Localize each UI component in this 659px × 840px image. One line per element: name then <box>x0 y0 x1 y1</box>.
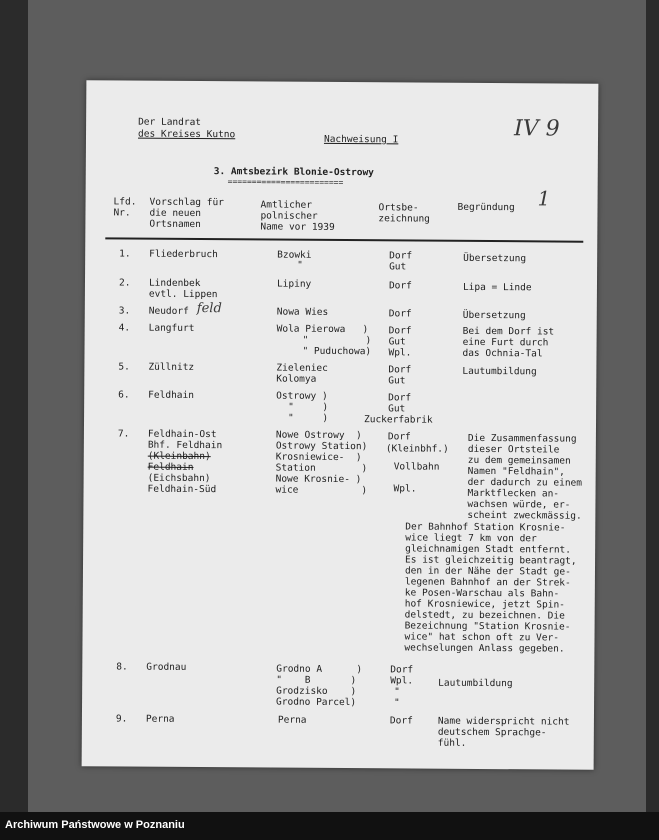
archive-credit: Archiwum Państwowe w Poznaniu <box>5 819 185 831</box>
header-rule <box>105 237 583 242</box>
page-marker-handwritten: IV 9 <box>513 116 560 142</box>
row-3-begr: Übersetzung <box>462 309 526 322</box>
row-7-orts-2: (Kleinbhf.) <box>385 443 449 455</box>
row-4-begr-1: Bei dem Dorf ist <box>462 325 555 338</box>
row-8-orts-1: Dorf <box>390 664 414 676</box>
row-3-orts: Dorf <box>388 308 412 320</box>
row-7-note-12: wechselungen Anlass gegeben. <box>404 642 565 655</box>
authority-line-2: des Kreises Kutno <box>137 128 236 141</box>
row-6-orts-1: Dorf <box>388 392 412 404</box>
row-7-orts-6: Wpl. <box>393 483 417 495</box>
row-2-nr: 2. <box>118 277 131 289</box>
district-rule: ======================== <box>227 177 344 188</box>
document-sheet <box>82 80 599 770</box>
row-9-orts: Dorf <box>389 715 413 727</box>
col-header-vorschlag-2: die neuen <box>149 207 201 220</box>
row-7-note-8: hof Krosniewice, jetzt Spin- <box>404 598 565 611</box>
row-8-vorschlag: Grodnau <box>146 661 187 673</box>
row-7-note-6: legenen Bahnhof an der Strek- <box>404 576 571 589</box>
row-8-nr: 8. <box>116 661 128 673</box>
row-8-amtlich-4: Grodno Parcel) <box>276 696 357 709</box>
row-6-amtlich-2: " ) <box>288 401 329 413</box>
row-7-note-10: Bezeichnung "Station Krosnie- <box>404 620 571 633</box>
row-7-begr-6: Marktflecken an- <box>467 487 560 500</box>
row-3-nr: 3. <box>118 305 131 317</box>
row-7-vorschlag-5: (Eichsbahn) <box>147 472 211 485</box>
row-7-orts-1: Dorf <box>387 431 411 443</box>
row-7-nr: 7. <box>117 428 130 440</box>
row-4-begr-3: das Ochnia-Tal <box>462 347 543 360</box>
row-5-amtlich-2: Kolomya <box>276 373 317 385</box>
row-7-amtlich-3: Krosniewice- ) <box>275 451 362 464</box>
row-1-begr: Übersetzung <box>463 252 527 265</box>
row-7-vorschlag-3: (Kleinbahn) <box>147 450 211 463</box>
row-7-note-7: ke Posen-Warschau als Bahn- <box>404 587 560 600</box>
col-header-nr-1: Lfd. <box>113 196 137 208</box>
row-7-begr-5: der dadurch zu einem <box>467 476 583 489</box>
row-7-begr-8: scheint zweckmässig. <box>467 509 582 522</box>
row-2-orts: Dorf <box>388 280 412 292</box>
archive-footer <box>0 812 659 840</box>
col-header-orts-1: Ortsbe- <box>378 202 419 214</box>
row-7-vorschlag-2: Bhf. Feldhain <box>147 439 223 452</box>
col-header-amtlich-3: Name vor 1939 <box>260 221 335 233</box>
row-4-amtlich-3: " Puduchowa) <box>302 345 372 358</box>
row-4-orts-3: Wpl. <box>388 347 412 359</box>
row-8-amtlich-3: Grodzisko ) <box>276 685 357 698</box>
row-7-note-3: gleichnamigen Stadt entfernt. <box>405 543 572 556</box>
row-7-begr-4: Namen "Feldhain", <box>467 465 565 478</box>
pencil-mark: 1 <box>537 186 551 211</box>
row-9-begr-1: Name widerspricht nicht <box>437 715 570 728</box>
row-5-orts-2: Gut <box>388 375 406 387</box>
row-8-begr: Lautumbildung <box>438 677 513 690</box>
row-4-amtlich-2: " ) <box>302 334 372 347</box>
row-4-begr-2: eine Furt durch <box>462 336 549 349</box>
col-header-begruendung: Begründung <box>457 201 515 214</box>
row-1-amtlich-1: Bzowki <box>277 249 312 261</box>
col-header-vorschlag-1: Vorschlag für <box>149 196 224 209</box>
row-7-amtlich-4: Station ) <box>275 462 368 475</box>
row-3-vorschlag: Neudorf <box>148 305 189 317</box>
col-header-amtlich-2: polnischer <box>260 210 318 222</box>
col-header-orts-2: zeichnung <box>378 213 430 225</box>
row-6-orts-2: Gut <box>388 403 406 415</box>
row-7-orts-4: Vollbahn <box>393 461 440 473</box>
row-7-vorschlag-4: Feldhain <box>147 461 194 473</box>
row-7-vorschlag-6: Feldhain-Süd <box>147 483 217 496</box>
row-9-amtlich: Perna <box>277 714 307 726</box>
row-7-note-2: wice liegt 7 km von der <box>405 532 537 545</box>
col-header-nr-2: Nr. <box>113 207 131 219</box>
row-1-nr: 1. <box>119 248 131 260</box>
row-9-begr-3: fühl. <box>437 737 467 749</box>
col-header-vorschlag-3: Ortsnamen <box>149 218 201 231</box>
row-6-vorschlag: Feldhain <box>148 389 195 401</box>
district-title: 3. Amtsbezirk Blonie-Ostrowy <box>213 166 374 179</box>
row-8-orts-4: " <box>394 697 400 709</box>
row-7-note-9: delstedt, zu bezeichnen. Die <box>404 609 565 622</box>
row-8-orts-2: Wpl. <box>390 675 414 687</box>
row-4-amtlich-1: Wola Pierowa ) <box>276 323 369 336</box>
row-8-amtlich-2: " B ) <box>276 674 357 687</box>
row-7-begr-7: wachsen würde, er- <box>467 498 571 511</box>
row-8-amtlich-1: Grodno A ) <box>276 663 363 676</box>
row-9-vorschlag: Perna <box>145 713 175 725</box>
row-2-vorschlag-2: evtl. Lippen <box>148 288 218 301</box>
row-1-amtlich-2: " <box>297 259 303 271</box>
row-4-orts-2: Gut <box>388 336 406 348</box>
row-4-orts-1: Dorf <box>388 325 412 337</box>
row-7-vorschlag-1: Feldhain-Ost <box>147 428 217 441</box>
row-1-orts-2: Gut <box>389 261 407 273</box>
row-4-nr: 4. <box>118 322 131 334</box>
row-5-vorschlag: Züllnitz <box>148 361 195 373</box>
row-8-orts-3: " <box>394 686 400 698</box>
row-1-vorschlag: Fliederbruch <box>149 248 218 261</box>
row-3-amtlich: Nowa Wies <box>276 306 329 318</box>
row-4-vorschlag: Langfurt <box>148 322 195 334</box>
row-3-handwritten-correction: feld <box>196 300 222 317</box>
row-7-note-4: Es ist gleichzeitig beantragt, <box>405 554 577 567</box>
row-2-begr: Lipa = Linde <box>462 281 532 294</box>
row-5-orts-1: Dorf <box>388 364 412 376</box>
row-7-amtlich-5: Nowe Krosnie- ) <box>275 473 362 486</box>
row-7-amtlich-2: Ostrowy Station) <box>275 440 368 453</box>
row-5-nr: 5. <box>118 361 130 373</box>
doc-title: Nachweisung I <box>323 133 399 146</box>
row-5-amtlich-1: Zieleniec <box>276 362 328 374</box>
row-7-note-11: wice" hat schon oft zu Ver- <box>404 631 559 644</box>
row-7-begr-3: zu dem gemeinsamen <box>467 454 571 467</box>
row-9-nr: 9. <box>115 713 128 725</box>
authority-line-1: Der Landrat <box>138 116 202 129</box>
row-7-note-5: den in der Nähe der Stadt ge- <box>404 565 571 578</box>
row-7-amtlich-6: wice ) <box>275 484 368 497</box>
row-7-amtlich-1: Nowe Ostrowy ) <box>275 429 362 442</box>
row-6-orts-3: Zuckerfabrik <box>363 414 433 426</box>
row-6-nr: 6. <box>118 389 130 401</box>
row-5-begr: Lautumbildung <box>462 365 537 378</box>
row-7-note-1: Der Bahnhof Station Krosnie- <box>405 521 566 534</box>
row-7-begr-2: dieser Ortsteile <box>467 443 560 456</box>
row-6-amtlich-1: Ostrowy ) <box>276 390 328 402</box>
row-6-amtlich-3: " ) <box>288 412 329 424</box>
row-2-amtlich: Lipiny <box>276 278 312 290</box>
row-7-begr-1: Die Zusammenfassung <box>467 432 577 445</box>
row-2-vorschlag-1: Lindenbek <box>148 277 201 290</box>
col-header-amtlich-1: Amtlicher <box>260 199 313 211</box>
row-1-orts-1: Dorf <box>389 250 413 262</box>
row-9-begr-2: deutschem Sprachge- <box>437 726 547 739</box>
